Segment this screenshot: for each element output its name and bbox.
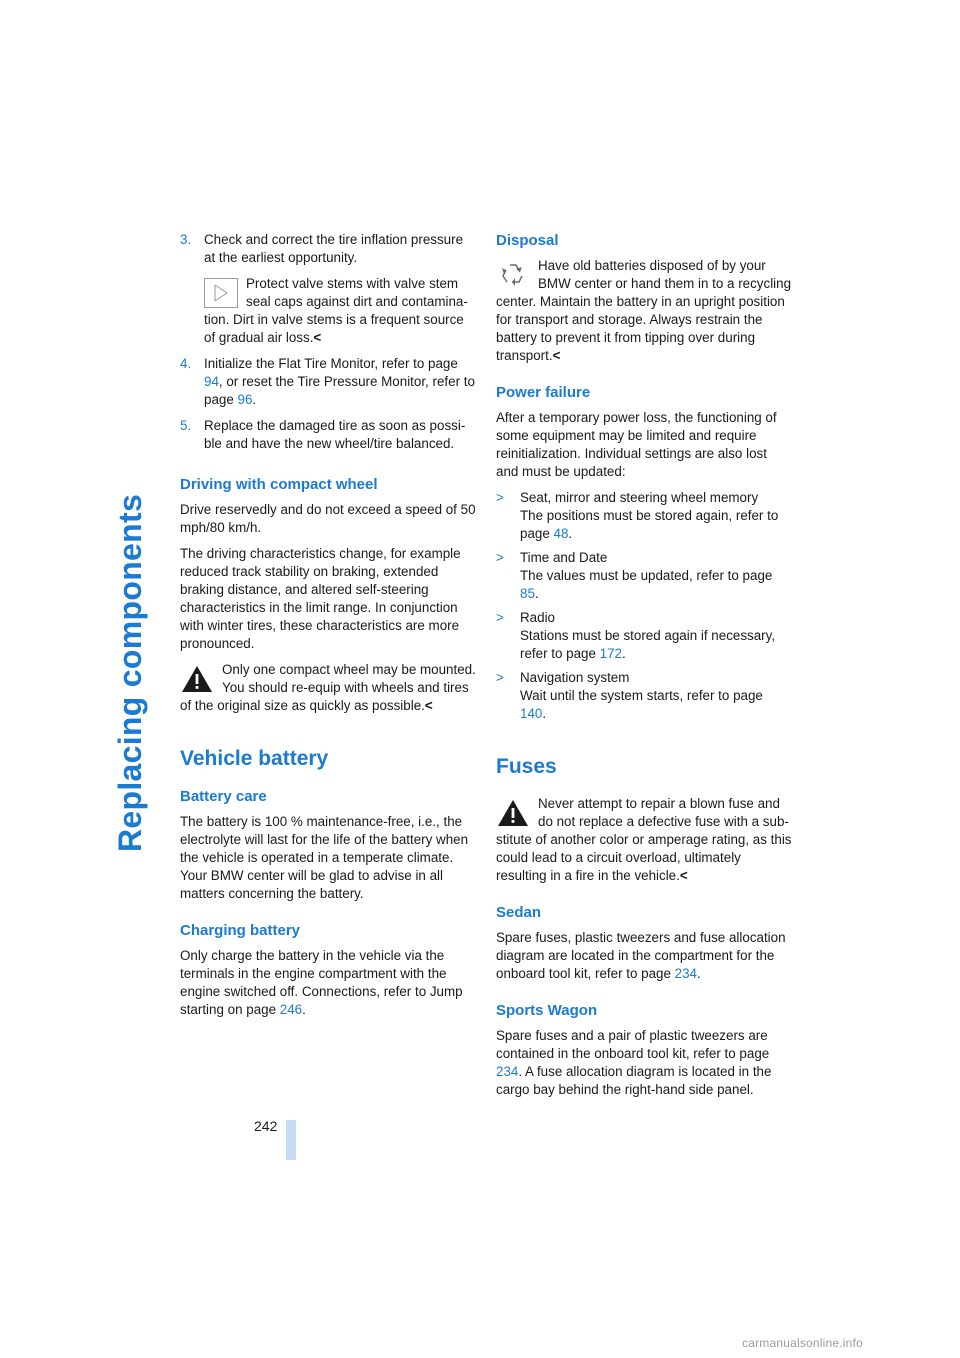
heading-charging-battery: Charging battery [180, 922, 301, 939]
side-title-text: Replacing components [112, 493, 148, 852]
bullet-title: Radio [520, 610, 555, 625]
heading-compact-wheel: Driving with compact wheel [180, 476, 378, 493]
bullet-text: Wait until the system starts, refer to page [520, 688, 763, 703]
list-text: Replace the damaged tire as soon as possible and have the new wheel/tire balanced. [204, 418, 466, 451]
end-mark: < [313, 330, 322, 345]
list-item [496, 669, 792, 723]
watermark: carmanualsonline.info [742, 1336, 863, 1350]
end-mark: < [552, 348, 561, 363]
heading-vehicle-battery: Vehicle battery [180, 747, 329, 770]
section-side-title [108, 232, 152, 852]
paragraph: The driving characteristics change, for example reduced track stability on braking, extended braking distance, and altered self-steering characteristics in the limit range. In conjunction with winter tires, these characteristics are more pronounced. [180, 546, 461, 651]
page-link-94[interactable]: 94 [204, 374, 219, 389]
bullet-text: . [622, 646, 626, 661]
warning-fuses [496, 795, 792, 885]
page-link-48[interactable]: 48 [553, 526, 569, 541]
note-disposal [496, 257, 792, 365]
bullet-text: The values must be updated, refer to page [520, 568, 773, 583]
list-text: Initialize the Flat Tire Monitor, refer to page [204, 356, 458, 371]
heading-sedan: Sedan [496, 904, 542, 921]
page-link-140[interactable]: 140 [520, 706, 543, 721]
page-link-246[interactable]: 246 [279, 1002, 303, 1017]
right-column [496, 231, 792, 1107]
note-valve-stems [204, 275, 476, 347]
paragraph-text: . [697, 966, 701, 981]
heading-disposal: Disposal [496, 232, 559, 249]
bullet-marker: > [496, 670, 504, 685]
paragraph-text: . [302, 1002, 306, 1017]
warning-triangle-icon [180, 664, 214, 694]
bullet-text: . [534, 586, 539, 601]
bullet-marker: > [496, 610, 504, 625]
recycle-icon [496, 260, 530, 290]
bullet-marker: > [496, 490, 504, 505]
heading-power-failure: Power failure [496, 384, 591, 401]
bullet-body [520, 627, 792, 663]
note-text: Have old batteries disposed of by your BMW center or hand them in to a recycling center. Maintain the battery in an upright position for transport and storage. Always restrain the battery to prevent it from tipping over during transport. [496, 258, 792, 363]
list-number: 5. [180, 418, 192, 433]
bullet-title: Navigation system [520, 670, 630, 685]
paragraph: Drive reservedly and do not exceed a speed of 50 mph/80 km/h. [180, 502, 476, 535]
paragraph [496, 1027, 792, 1099]
bullet-title: Seat, mirror and steering wheel memory [520, 490, 759, 505]
paragraph-text: . A fuse allocation diagram is located in the cargo bay behind the right-hand side panel. [496, 1064, 772, 1097]
bullet-body [520, 567, 792, 603]
page-link-234[interactable]: 234 [496, 1064, 519, 1079]
paragraph-text: Spare fuses, plastic tweezers and fuse allocation diagram are located in the compartment for the onboard tool kit, refer to page [496, 930, 786, 981]
list-text: Check and correct the tire inflation pressure at the earliest opportunity. [204, 232, 464, 265]
list-item-5 [180, 417, 476, 453]
list-item-3 [180, 231, 476, 267]
page-marker-bar [286, 1120, 296, 1160]
list-item [496, 489, 792, 543]
page-link-85[interactable]: 85 [520, 586, 535, 601]
paragraph-text: Only charge the battery in the vehicle via the terminals in the engine compartment with the engine switched off. Connections, refer to Jump starting on page [180, 948, 463, 1017]
note-text: Protect valve stems with valve stem seal caps against dirt and contamination. Dirt in valve stems is a frequent source of gradual air loss. [204, 276, 468, 345]
list-number: 3. [180, 232, 192, 247]
list-item-4 [180, 355, 476, 409]
heading-battery-care: Battery care [180, 788, 267, 805]
note-triangle-icon [204, 278, 238, 308]
heading-fuses: Fuses [496, 755, 557, 778]
warning-text: Never attempt to repair a blown fuse and do not replace a defective fuse with a substitute of another color or amperage rating, as this could lead to a circuit overload, ultimately resulting in a fire in the vehicle. [496, 796, 792, 883]
warning-triangle-icon [496, 798, 530, 828]
list-text: , or reset the Tire Pressure Monitor, refer to page [204, 374, 475, 407]
warning-compact-wheel [180, 661, 476, 715]
bullet-text: Stations must be stored again if necessary, refer to page [520, 628, 776, 661]
list-text: . [252, 392, 257, 407]
page-link-234[interactable]: 234 [674, 966, 697, 981]
left-column [180, 231, 476, 1027]
end-mark: < [679, 868, 688, 883]
paragraph-text: Spare fuses and a pair of plastic tweezers are contained in the onboard tool kit, refer to page [496, 1028, 770, 1061]
bullet-body [520, 687, 792, 723]
paragraph [496, 929, 792, 983]
bullet-marker: > [496, 550, 504, 565]
paragraph: After a temporary power loss, the functioning of some equipment may be limited and require reinitialization. Individual settings are also lost and must be updated: [496, 410, 777, 479]
bullet-title: Time and Date [520, 550, 608, 565]
page-link-96[interactable]: 96 [237, 392, 253, 407]
warning-text: Only one compact wheel may be mounted. You should re-equip with wheels and tires of the original size as quickly as possible. [180, 662, 476, 713]
page-number: 242 [254, 1118, 278, 1134]
end-mark: < [424, 698, 433, 713]
paragraph: The battery is 100 % maintenance-free, i.e., the electrolyte will last for the life of the battery when the vehicle is operated in a temperate climate. Your BMW center will be glad to advise in all matters concerning the battery. [180, 814, 469, 901]
paragraph [180, 947, 476, 1019]
bullet-text: . [542, 706, 547, 721]
list-number: 4. [180, 356, 192, 371]
bullet-text: . [568, 526, 573, 541]
bullet-body [520, 507, 792, 543]
bullet-text: The positions must be stored again, refer to page [520, 508, 779, 541]
heading-sports-wagon: Sports Wagon [496, 1002, 598, 1019]
list-item [496, 549, 792, 603]
page-link-172[interactable]: 172 [599, 646, 622, 661]
list-item [496, 609, 792, 663]
